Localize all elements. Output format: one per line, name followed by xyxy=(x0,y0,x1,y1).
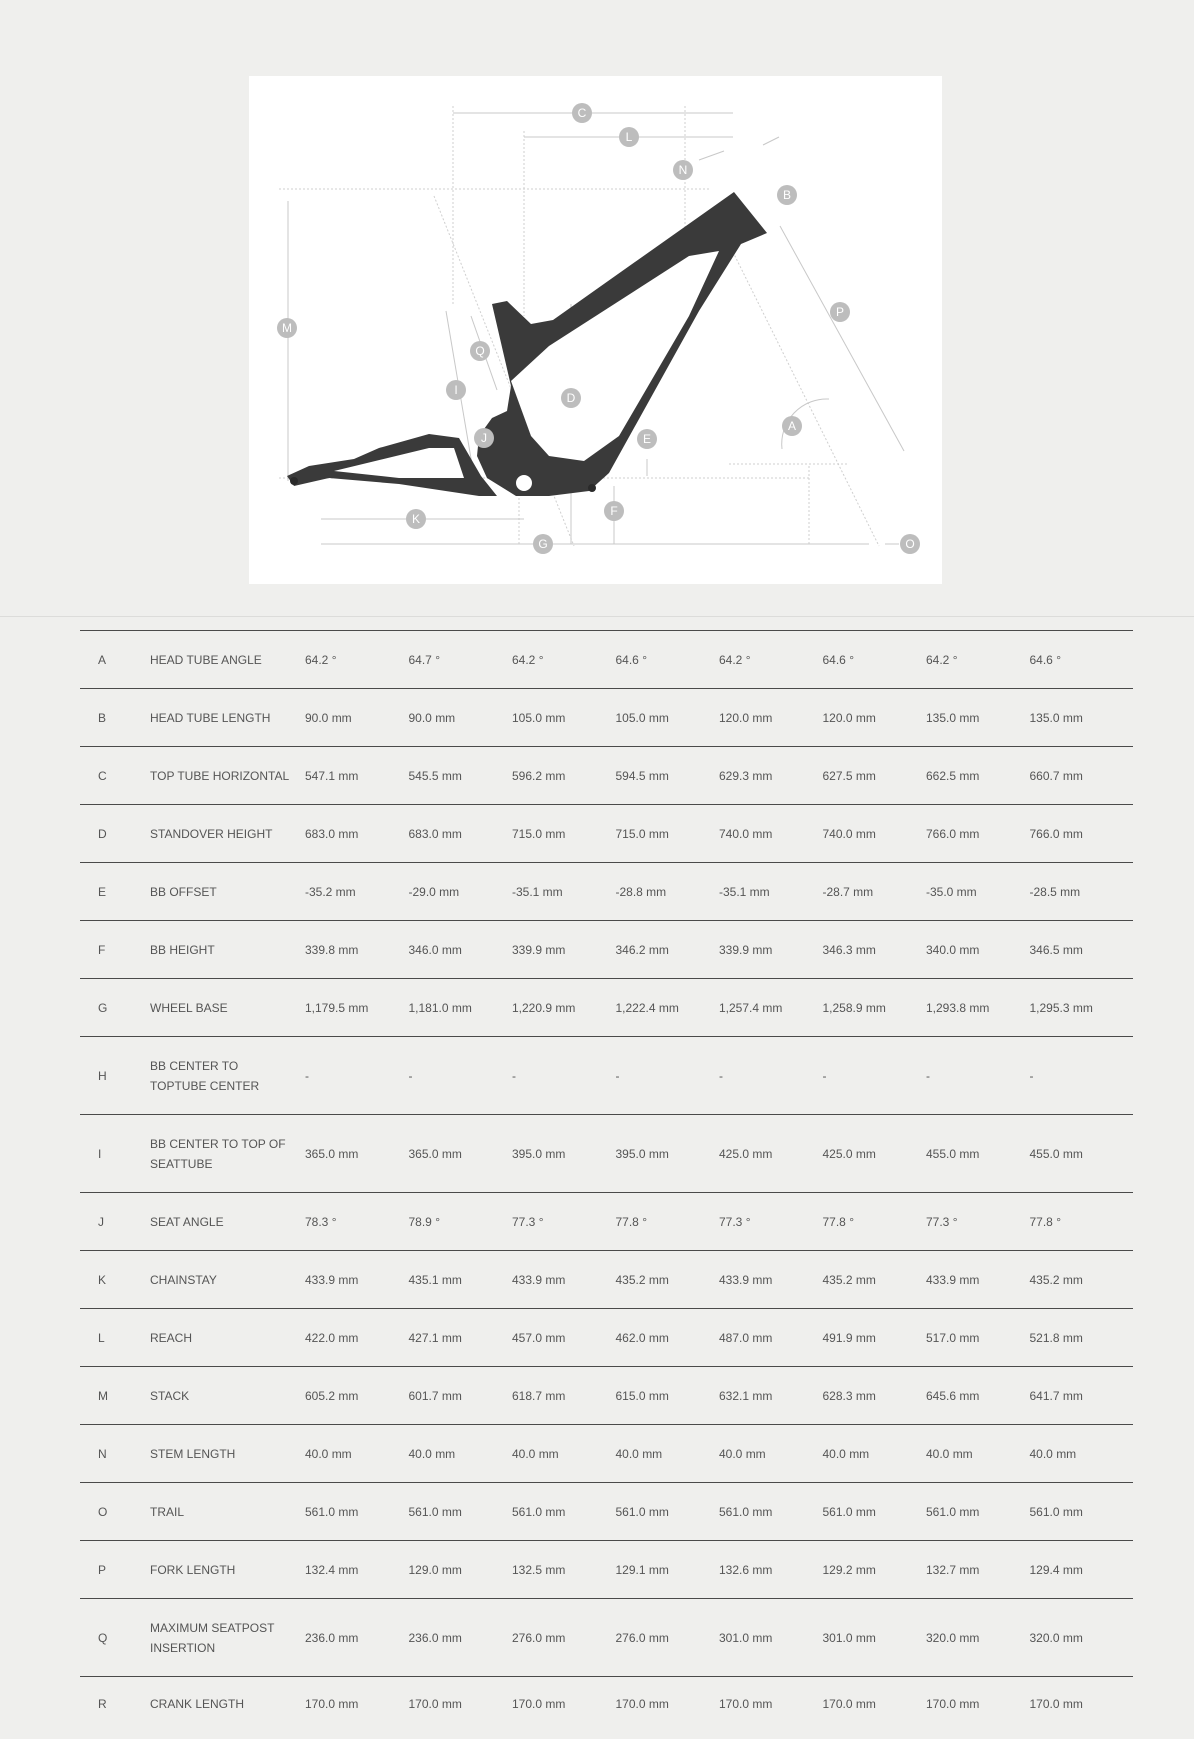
size-value-cell: 132.7 mm xyxy=(926,1541,1030,1599)
row-measurement-name: CRANK LENGTH xyxy=(150,1677,305,1732)
size-value-cell: 715.0 mm xyxy=(512,805,616,863)
size-value-cell: 346.0 mm xyxy=(409,921,513,979)
size-value-cell: 425.0 mm xyxy=(719,1115,823,1193)
table-row xyxy=(80,1677,1133,1732)
size-value-cell: 1,257.4 mm xyxy=(719,979,823,1037)
size-value-cell: 105.0 mm xyxy=(512,689,616,747)
table-row xyxy=(80,631,1133,689)
size-value-cell: - xyxy=(616,1037,720,1115)
size-value-cell: 170.0 mm xyxy=(512,1677,616,1732)
size-value-cell: 64.7 ° xyxy=(409,631,513,689)
row-measurement-name: REACH xyxy=(150,1309,305,1367)
callout-c xyxy=(572,103,592,123)
size-value-cell: 517.0 mm xyxy=(926,1309,1030,1367)
callout-b xyxy=(777,185,797,205)
section-divider xyxy=(0,616,1194,617)
size-value-cell: 40.0 mm xyxy=(305,1425,409,1483)
size-value-cell: 628.3 mm xyxy=(823,1367,927,1425)
table-row xyxy=(80,1541,1133,1599)
callout-n xyxy=(673,160,693,180)
size-value-cell: 455.0 mm xyxy=(926,1115,1030,1193)
size-value-cell: -35.1 mm xyxy=(719,863,823,921)
size-value-cell: 236.0 mm xyxy=(409,1599,513,1677)
size-value-cell: - xyxy=(305,1037,409,1115)
row-letter: I xyxy=(80,1115,150,1193)
size-value-cell: 135.0 mm xyxy=(1030,689,1134,747)
size-value-cell: 77.8 ° xyxy=(616,1193,720,1251)
size-value-cell: - xyxy=(512,1037,616,1115)
table-row xyxy=(80,1425,1133,1483)
geometry-table xyxy=(80,630,1133,1731)
callout-j xyxy=(474,428,494,448)
callout-i xyxy=(446,380,466,400)
table-row xyxy=(80,1483,1133,1541)
row-letter: F xyxy=(80,921,150,979)
size-value-cell: 120.0 mm xyxy=(823,689,927,747)
size-value-cell: 346.3 mm xyxy=(823,921,927,979)
size-value-cell: 339.9 mm xyxy=(719,921,823,979)
size-value-cell: 105.0 mm xyxy=(616,689,720,747)
row-letter: G xyxy=(80,979,150,1037)
row-letter: N xyxy=(80,1425,150,1483)
size-value-cell: 1,258.9 mm xyxy=(823,979,927,1037)
size-value-cell: 40.0 mm xyxy=(926,1425,1030,1483)
size-value-cell: 487.0 mm xyxy=(719,1309,823,1367)
table-row xyxy=(80,747,1133,805)
row-measurement-name: BB CENTER TO TOPTUBE CENTER xyxy=(150,1037,305,1115)
size-value-cell: 561.0 mm xyxy=(1030,1483,1134,1541)
size-value-cell: 40.0 mm xyxy=(719,1425,823,1483)
bike-frame-drawing xyxy=(249,76,942,584)
size-value-cell: 365.0 mm xyxy=(305,1115,409,1193)
size-value-cell: 435.2 mm xyxy=(823,1251,927,1309)
callout-k xyxy=(406,509,426,529)
svg-text:J: J xyxy=(481,431,487,445)
size-value-cell: 462.0 mm xyxy=(616,1309,720,1367)
size-value-cell: 170.0 mm xyxy=(616,1677,720,1732)
size-value-cell: 170.0 mm xyxy=(1030,1677,1134,1732)
table-row xyxy=(80,1251,1133,1309)
size-value-cell: 561.0 mm xyxy=(409,1483,513,1541)
size-value-cell: -35.2 mm xyxy=(305,863,409,921)
svg-text:D: D xyxy=(566,391,576,405)
size-value-cell: 627.5 mm xyxy=(823,747,927,805)
table-row xyxy=(80,1309,1133,1367)
size-value-cell: 740.0 mm xyxy=(823,805,927,863)
svg-text:F: F xyxy=(610,504,618,518)
size-value-cell: -29.0 mm xyxy=(409,863,513,921)
size-value-cell: 346.5 mm xyxy=(1030,921,1134,979)
size-value-cell: 683.0 mm xyxy=(305,805,409,863)
row-letter: A xyxy=(80,631,150,689)
size-value-cell: 561.0 mm xyxy=(926,1483,1030,1541)
size-value-cell: 40.0 mm xyxy=(1030,1425,1134,1483)
size-value-cell: 77.3 ° xyxy=(926,1193,1030,1251)
row-measurement-name: TRAIL xyxy=(150,1483,305,1541)
size-value-cell: 425.0 mm xyxy=(823,1115,927,1193)
size-value-cell: 40.0 mm xyxy=(512,1425,616,1483)
table-row xyxy=(80,979,1133,1037)
size-value-cell: 433.9 mm xyxy=(305,1251,409,1309)
size-value-cell: - xyxy=(719,1037,823,1115)
size-value-cell: -28.7 mm xyxy=(823,863,927,921)
size-value-cell: 1,293.8 mm xyxy=(926,979,1030,1037)
row-measurement-name: STEM LENGTH xyxy=(150,1425,305,1483)
size-value-cell: 340.0 mm xyxy=(926,921,1030,979)
size-value-cell: 64.6 ° xyxy=(616,631,720,689)
size-value-cell: 40.0 mm xyxy=(616,1425,720,1483)
table-row xyxy=(80,863,1133,921)
size-value-cell: 521.8 mm xyxy=(1030,1309,1134,1367)
svg-text:A: A xyxy=(787,419,797,433)
size-value-cell: 457.0 mm xyxy=(512,1309,616,1367)
svg-text:P: P xyxy=(835,305,845,319)
size-value-cell: 78.9 ° xyxy=(409,1193,513,1251)
size-value-cell: 632.1 mm xyxy=(719,1367,823,1425)
size-value-cell: 766.0 mm xyxy=(926,805,1030,863)
size-value-cell: 78.3 ° xyxy=(305,1193,409,1251)
svg-text:E: E xyxy=(642,432,652,446)
row-letter: K xyxy=(80,1251,150,1309)
size-value-cell: 129.4 mm xyxy=(1030,1541,1134,1599)
size-value-cell: 1,181.0 mm xyxy=(409,979,513,1037)
size-value-cell: - xyxy=(926,1037,1030,1115)
size-value-cell: 129.2 mm xyxy=(823,1541,927,1599)
size-value-cell: 596.2 mm xyxy=(512,747,616,805)
size-value-cell: 135.0 mm xyxy=(926,689,1030,747)
row-letter: M xyxy=(80,1367,150,1425)
table-row xyxy=(80,1367,1133,1425)
size-value-cell: 339.9 mm xyxy=(512,921,616,979)
size-value-cell: 1,220.9 mm xyxy=(512,979,616,1037)
table-row xyxy=(80,1115,1133,1193)
size-value-cell: 276.0 mm xyxy=(512,1599,616,1677)
size-value-cell: 615.0 mm xyxy=(616,1367,720,1425)
size-value-cell: 90.0 mm xyxy=(409,689,513,747)
size-value-cell: 641.7 mm xyxy=(1030,1367,1134,1425)
size-value-cell: - xyxy=(409,1037,513,1115)
size-value-cell: 320.0 mm xyxy=(926,1599,1030,1677)
size-value-cell: 170.0 mm xyxy=(305,1677,409,1732)
size-value-cell: 491.9 mm xyxy=(823,1309,927,1367)
row-measurement-name: FORK LENGTH xyxy=(150,1541,305,1599)
size-value-cell: 40.0 mm xyxy=(409,1425,513,1483)
table-row xyxy=(80,1599,1133,1677)
size-value-cell: 64.6 ° xyxy=(1030,631,1134,689)
size-value-cell: 170.0 mm xyxy=(823,1677,927,1732)
row-measurement-name: WHEEL BASE xyxy=(150,979,305,1037)
size-value-cell: 64.6 ° xyxy=(823,631,927,689)
callout-d xyxy=(561,388,581,408)
size-value-cell: 561.0 mm xyxy=(616,1483,720,1541)
size-value-cell: 77.8 ° xyxy=(1030,1193,1134,1251)
row-measurement-name: STANDOVER HEIGHT xyxy=(150,805,305,863)
size-value-cell: 435.1 mm xyxy=(409,1251,513,1309)
size-value-cell: 740.0 mm xyxy=(719,805,823,863)
size-value-cell: 683.0 mm xyxy=(409,805,513,863)
svg-text:I: I xyxy=(454,383,458,397)
size-value-cell: 120.0 mm xyxy=(719,689,823,747)
row-letter: H xyxy=(80,1037,150,1115)
row-letter: D xyxy=(80,805,150,863)
geometry-diagram xyxy=(249,76,942,584)
svg-text:G: G xyxy=(538,537,548,551)
row-letter: O xyxy=(80,1483,150,1541)
callout-f xyxy=(604,501,624,521)
svg-text:M: M xyxy=(282,321,292,335)
size-value-cell: 594.5 mm xyxy=(616,747,720,805)
size-value-cell: 601.7 mm xyxy=(409,1367,513,1425)
callout-a xyxy=(782,416,802,436)
size-value-cell: 236.0 mm xyxy=(305,1599,409,1677)
callout-m xyxy=(277,318,297,338)
size-value-cell: 1,179.5 mm xyxy=(305,979,409,1037)
size-value-cell: 77.3 ° xyxy=(512,1193,616,1251)
row-letter: B xyxy=(80,689,150,747)
size-value-cell: 427.1 mm xyxy=(409,1309,513,1367)
svg-text:K: K xyxy=(411,512,421,526)
row-letter: J xyxy=(80,1193,150,1251)
size-value-cell: 433.9 mm xyxy=(719,1251,823,1309)
callout-q xyxy=(470,341,490,361)
size-value-cell: 129.1 mm xyxy=(616,1541,720,1599)
row-letter: P xyxy=(80,1541,150,1599)
size-value-cell: 64.2 ° xyxy=(926,631,1030,689)
size-value-cell: 660.7 mm xyxy=(1030,747,1134,805)
size-value-cell: 132.5 mm xyxy=(512,1541,616,1599)
callout-e xyxy=(637,429,657,449)
size-value-cell: 64.2 ° xyxy=(305,631,409,689)
callout-g xyxy=(533,534,553,554)
callout-l xyxy=(619,127,639,147)
size-value-cell: 645.6 mm xyxy=(926,1367,1030,1425)
svg-text:C: C xyxy=(577,106,587,120)
svg-text:B: B xyxy=(782,188,792,202)
svg-text:L: L xyxy=(625,130,633,144)
size-value-cell: -35.0 mm xyxy=(926,863,1030,921)
size-value-cell: 64.2 ° xyxy=(719,631,823,689)
size-value-cell: 90.0 mm xyxy=(305,689,409,747)
row-letter: C xyxy=(80,747,150,805)
row-measurement-name: MAXIMUM SEATPOST INSERTION xyxy=(150,1599,305,1677)
size-value-cell: 1,295.3 mm xyxy=(1030,979,1134,1037)
size-value-cell: 662.5 mm xyxy=(926,747,1030,805)
frame xyxy=(287,192,767,496)
size-value-cell: 276.0 mm xyxy=(616,1599,720,1677)
size-value-cell: 422.0 mm xyxy=(305,1309,409,1367)
size-value-cell: 320.0 mm xyxy=(1030,1599,1134,1677)
size-value-cell: 170.0 mm xyxy=(926,1677,1030,1732)
row-letter: Q xyxy=(80,1599,150,1677)
size-value-cell: 561.0 mm xyxy=(512,1483,616,1541)
size-value-cell: 170.0 mm xyxy=(409,1677,513,1732)
size-value-cell: 561.0 mm xyxy=(305,1483,409,1541)
size-value-cell: 435.2 mm xyxy=(1030,1251,1134,1309)
size-value-cell: - xyxy=(823,1037,927,1115)
svg-text:O: O xyxy=(905,537,915,551)
size-value-cell: 129.0 mm xyxy=(409,1541,513,1599)
size-value-cell: 365.0 mm xyxy=(409,1115,513,1193)
row-letter: E xyxy=(80,863,150,921)
size-value-cell: - xyxy=(1030,1037,1134,1115)
size-value-cell: 395.0 mm xyxy=(616,1115,720,1193)
svg-text:N: N xyxy=(678,163,688,177)
size-value-cell: -28.8 mm xyxy=(616,863,720,921)
size-value-cell: -28.5 mm xyxy=(1030,863,1134,921)
row-measurement-name: HEAD TUBE ANGLE xyxy=(150,631,305,689)
size-value-cell: 301.0 mm xyxy=(823,1599,927,1677)
size-value-cell: 766.0 mm xyxy=(1030,805,1134,863)
size-value-cell: 545.5 mm xyxy=(409,747,513,805)
size-value-cell: 40.0 mm xyxy=(823,1425,927,1483)
size-value-cell: 618.7 mm xyxy=(512,1367,616,1425)
size-value-cell: 339.8 mm xyxy=(305,921,409,979)
size-value-cell: 346.2 mm xyxy=(616,921,720,979)
row-measurement-name: STACK xyxy=(150,1367,305,1425)
size-value-cell: 77.8 ° xyxy=(823,1193,927,1251)
size-value-cell: 64.2 ° xyxy=(512,631,616,689)
callout-o xyxy=(900,534,920,554)
size-value-cell: -35.1 mm xyxy=(512,863,616,921)
row-measurement-name: SEAT ANGLE xyxy=(150,1193,305,1251)
row-measurement-name: CHAINSTAY xyxy=(150,1251,305,1309)
size-value-cell: 132.6 mm xyxy=(719,1541,823,1599)
svg-text:Q: Q xyxy=(475,344,485,358)
size-value-cell: 561.0 mm xyxy=(823,1483,927,1541)
size-value-cell: 1,222.4 mm xyxy=(616,979,720,1037)
table-row xyxy=(80,805,1133,863)
row-measurement-name: BB CENTER TO TOP OF SEATTUBE xyxy=(150,1115,305,1193)
size-value-cell: 715.0 mm xyxy=(616,805,720,863)
row-measurement-name: BB OFFSET xyxy=(150,863,305,921)
table-row xyxy=(80,921,1133,979)
size-value-cell: 433.9 mm xyxy=(926,1251,1030,1309)
size-value-cell: 547.1 mm xyxy=(305,747,409,805)
row-measurement-name: TOP TUBE HORIZONTAL xyxy=(150,747,305,805)
table-row xyxy=(80,689,1133,747)
size-value-cell: 301.0 mm xyxy=(719,1599,823,1677)
size-value-cell: 455.0 mm xyxy=(1030,1115,1134,1193)
row-measurement-name: HEAD TUBE LENGTH xyxy=(150,689,305,747)
size-value-cell: 435.2 mm xyxy=(616,1251,720,1309)
size-value-cell: 561.0 mm xyxy=(719,1483,823,1541)
size-value-cell: 395.0 mm xyxy=(512,1115,616,1193)
row-letter: L xyxy=(80,1309,150,1367)
size-value-cell: 433.9 mm xyxy=(512,1251,616,1309)
size-value-cell: 605.2 mm xyxy=(305,1367,409,1425)
table-row xyxy=(80,1193,1133,1251)
callout-p xyxy=(830,302,850,322)
table-row xyxy=(80,1037,1133,1115)
row-measurement-name: BB HEIGHT xyxy=(150,921,305,979)
size-value-cell: 132.4 mm xyxy=(305,1541,409,1599)
row-letter: R xyxy=(80,1677,150,1732)
size-value-cell: 629.3 mm xyxy=(719,747,823,805)
size-value-cell: 170.0 mm xyxy=(719,1677,823,1732)
size-value-cell: 77.3 ° xyxy=(719,1193,823,1251)
